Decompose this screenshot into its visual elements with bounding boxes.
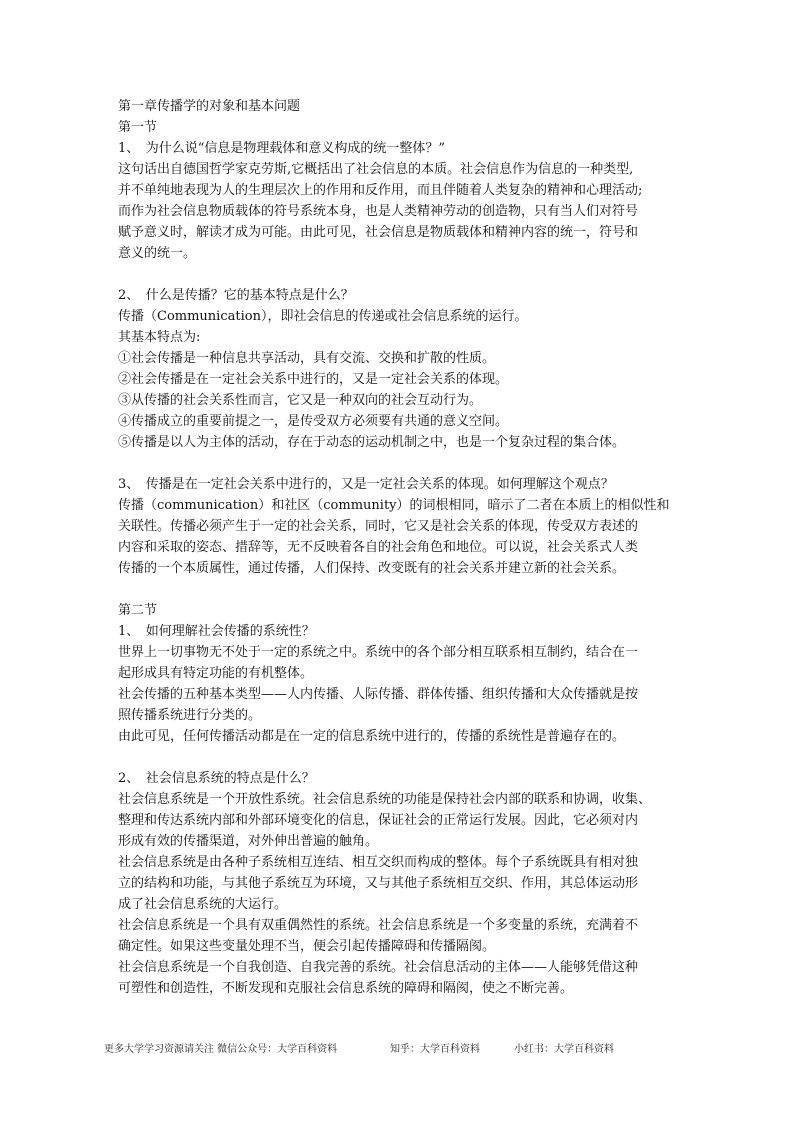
s2-q1-answer	[118, 642, 678, 747]
answer-line: 传播的一个本质属性，通过传播，人们保持、改变既有的社会关系并建立新的社会关系。	[118, 561, 626, 576]
answer-line: ④传播成立的重要前提之一，是传受双方必须要有共通的意义空间。	[118, 414, 509, 429]
answer-line: 社会信息系统是一个具有双重偶然性的系统。社会信息系统是一个多变量的系统，充满着不	[118, 918, 639, 933]
s1-q2-question: 2、 什么是传播？它的基本特点是什么？	[118, 288, 354, 303]
answer-line: 这句话出自德国哲学家克劳斯,它概括出了社会信息的本质。社会信息作为信息的一种类型,	[118, 162, 634, 177]
answer-line: 而作为社会信息物质载体的符号系统本身，也是人类精神劳动的创造物，只有当人们对符号	[118, 204, 639, 219]
s1-q1-answer	[118, 159, 678, 264]
s2-q2-question: 2、 社会信息系统的特点是什么？	[118, 771, 315, 786]
answer-line: 确定性。如果这些变量处理不当，便会引起传播障碍和传播隔阂。	[118, 939, 496, 954]
page-footer	[104, 1043, 614, 1057]
answer-line: 由此可见，任何传播活动都是在一定的信息系统中进行的，传播的系统性是普遍存在的。	[118, 729, 626, 744]
paragraph-gap	[118, 264, 678, 285]
answer-line: 社会传播的五种基本类型——人内传播、人际传播、群体传播、组织传播和大众传播就是按	[118, 687, 639, 702]
answer-line: 成了社会信息系统的大运行。	[118, 897, 288, 912]
footer-promo: 更多大学学习资源请关注 微信公众号：大学百科资料	[104, 1044, 338, 1055]
s1-q2-answer	[118, 306, 678, 453]
paragraph-gap	[118, 453, 678, 474]
section-2-heading: 第二节	[118, 603, 158, 618]
footer-xiaohongshu: 小红书：大学百科资料	[514, 1044, 614, 1055]
s1-q3-answer	[118, 495, 678, 579]
answer-line: 其基本特点为:	[118, 330, 201, 345]
footer-zhihu: 知乎：大学百科资料	[390, 1044, 480, 1055]
paragraph-gap	[118, 747, 678, 768]
answer-line: ⑤传播是以人为主体的活动，存在于动态的运动机制之中，也是一个复杂过程的集合体。	[118, 435, 626, 450]
answer-line: 意义的统一。	[118, 246, 197, 261]
s2-q2-answer	[118, 789, 678, 999]
s1-q3-question: 3、 传播是在一定社会关系中进行的，又是一定社会关系的体现。如何理解这个观点？	[118, 477, 614, 492]
answer-line: 赋予意义时，解读才成为可能。由此可见，社会信息是物质载体和精神内容的统一，符号和	[118, 225, 639, 240]
answer-line: 传播（Communication），即社会信息的传递或社会信息系统的运行。	[118, 309, 528, 324]
answer-line: 传播（communication）和社区（community）的词根相同，暗示了二者在本质上的相似性和	[118, 498, 670, 513]
answer-line: 起形成具有特定功能的有机整体。	[118, 666, 314, 681]
answer-line: 社会信息系统是一个开放性系统。社会信息系统的功能是保持社会内部的联系和协调，收集、	[118, 792, 652, 807]
document-body	[118, 96, 678, 999]
answer-line: 形成有效的传播渠道，对外伸出普遍的触角。	[118, 834, 379, 849]
answer-line: 照传播系统进行分类的。	[118, 708, 262, 723]
s1-q1-question: 1、 为什么说“信息是物理载体和意义构成的统一整体？”	[118, 141, 446, 156]
answer-line: 世界上一切事物无不处于一定的系统之中。系统中的各个部分相互联系相互制约，结合在一	[118, 645, 639, 660]
answer-line: 关联性。传播必须产生于一定的社会关系，同时，它又是社会关系的体现，传受双方表述的	[118, 519, 639, 534]
answer-line: ③从传播的社会关系性而言，它又是一种双向的社会互动行为。	[118, 393, 483, 408]
answer-line: 整理和传达系统内部和外部环境变化的信息，保证社会的正常运行发展。因此，它必须对内	[118, 813, 639, 828]
section-1-heading: 第一节	[118, 120, 158, 135]
paragraph-gap	[118, 579, 678, 600]
answer-line: 内容和采取的姿态、措辞等，无不反映着各自的社会角色和地位。可以说，社会关系式人类	[118, 540, 639, 555]
answer-line: ②社会传播是在一定社会关系中进行的，又是一定社会关系的体现。	[118, 372, 509, 387]
answer-line: 立的结构和功能，与其他子系统互为环境，又与其他子系统相互交织、作用，其总体运动形	[118, 876, 639, 891]
answer-line: 社会信息系统是一个自我创造、自我完善的系统。社会信息活动的主体——人能够凭借这种	[118, 960, 639, 975]
s2-q1-question: 1、 如何理解社会传播的系统性？	[118, 624, 315, 639]
answer-line: 并不单纯地表现为人的生理层次上的作用和反作用，而且伴随着人类复杂的精神和心理活动;	[118, 183, 643, 198]
chapter-title: 第一章传播学的对象和基本问题	[118, 99, 301, 114]
answer-line: ①社会传播是一种信息共享活动，具有交流、交换和扩散的性质。	[118, 351, 496, 366]
answer-line: 社会信息系统是由各种子系统相互连结、相互交织而构成的整体。每个子系统既具有相对独	[118, 855, 639, 870]
answer-line: 可塑性和创造性，不断发现和克服社会信息系统的障碍和隔阂，使之不断完善。	[118, 981, 574, 996]
